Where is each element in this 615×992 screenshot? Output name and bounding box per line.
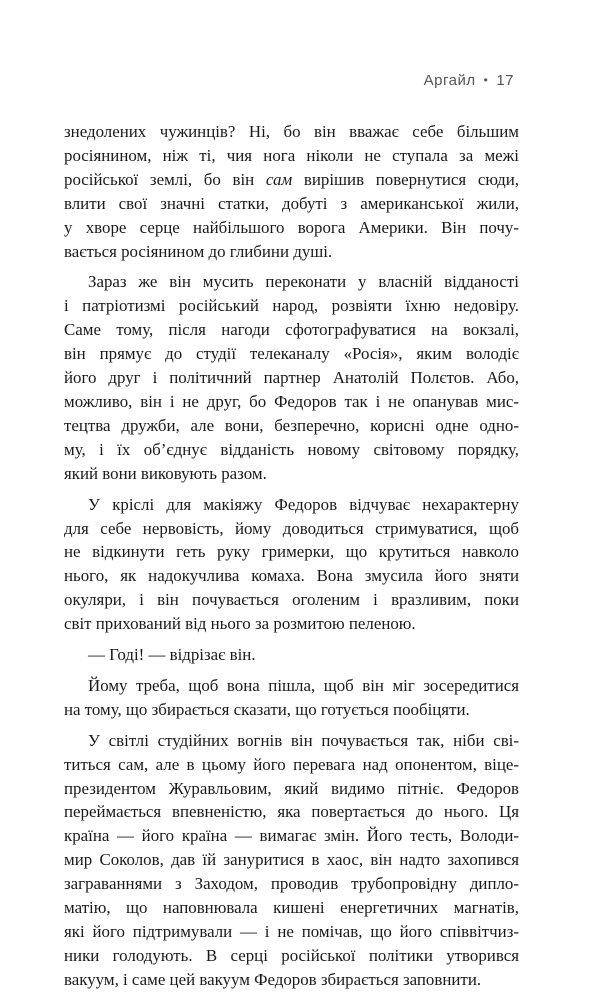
text-line-content: окуляри, і він почувається оголеним і вразливим, поки bbox=[64, 590, 519, 610]
text-line-content: країна — його країна — вимагає змін. Його тесть, Володи- bbox=[64, 826, 519, 846]
text-line-content: знедолених чужинців? Ні, бо він вважає себе більшим bbox=[64, 122, 519, 141]
text-line-content: на тому, що збирається сказати, що готується пообіцяти. bbox=[64, 699, 470, 719]
text-line-content: мир Соколов, дав їй зануритися в хаос, він надто захопився bbox=[64, 850, 519, 870]
text-line bbox=[64, 729, 519, 753]
text-line bbox=[64, 643, 519, 667]
text-line-content: вакуум, і саме цей вакуум Федоров збирається заповнити. bbox=[64, 969, 482, 989]
text-line-content: світ прихований від нього за розмитою пеленою. bbox=[64, 614, 416, 634]
text-line bbox=[64, 240, 519, 264]
text-line-content: для себе нервовість, йому доводиться стримуватися, щоб bbox=[64, 518, 519, 538]
text-line bbox=[64, 493, 519, 517]
text-line bbox=[64, 753, 519, 777]
text-line bbox=[64, 896, 519, 920]
text-line-content: переймається впевненістю, яка повертається до нього. Ця bbox=[64, 802, 519, 822]
text-line bbox=[64, 698, 519, 722]
running-head-separator: • bbox=[483, 73, 489, 87]
text-line bbox=[64, 216, 519, 240]
running-head bbox=[424, 72, 514, 89]
text-line bbox=[64, 390, 519, 414]
text-line-content: росіянином, ніж ті, чия нога ніколи не ступала за межі bbox=[64, 145, 519, 165]
text-line-content: і патріотизмі російський народ, розвіяти їхню недовіру. bbox=[64, 296, 519, 316]
text-line bbox=[64, 342, 519, 366]
text-line bbox=[64, 318, 519, 342]
page-number: 17 bbox=[496, 72, 514, 89]
text-line bbox=[64, 824, 519, 848]
text-line bbox=[64, 800, 519, 824]
text-line-content: які його підтримували — і не помічав, що його співвітчиз- bbox=[64, 922, 519, 941]
text-line bbox=[64, 192, 519, 216]
text-line-content: який вони виковують разом. bbox=[64, 463, 267, 483]
running-head-title: Аргайл bbox=[423, 72, 476, 89]
text-line-content: президентом Журавльовим, який видимо пітніє. Федоров bbox=[64, 778, 519, 798]
text-line bbox=[64, 968, 519, 992]
text-line-content: його друг і політичний партнер Анатолій Полєтов. Або, bbox=[64, 368, 519, 388]
text-line bbox=[64, 540, 519, 564]
text-line-content: Зараз же він мусить переконати у власній відданості bbox=[88, 272, 519, 292]
text-line bbox=[64, 944, 519, 968]
text-line bbox=[64, 872, 519, 896]
emphasis-word: сам bbox=[265, 169, 293, 189]
text-line bbox=[64, 848, 519, 872]
text-line-content: матію, що наповнювала кишені енергетичних магнатів, bbox=[64, 898, 519, 918]
text-line bbox=[64, 674, 519, 698]
text-line-content: У кріслі для макіяжу Федоров відчуває нехарактерну bbox=[88, 494, 519, 514]
text-line-content: вається росіянином до глибини душі. bbox=[64, 241, 333, 261]
text-line bbox=[64, 612, 519, 636]
text-line-content: російської землі, бо він bbox=[64, 169, 266, 189]
text-line-content: ники голодують. В серці російської політики утворився bbox=[64, 945, 519, 965]
text-line-content: загравaннями з Заходом, проводив трубопровідну дипло- bbox=[64, 874, 519, 894]
text-line-content: — Годі! — відрізає він. bbox=[88, 645, 256, 665]
text-line-content: вирішив повернутися сюди, bbox=[292, 169, 519, 189]
text-line-content: тецтва дружби, але вони, безперечно, корисні одне одно- bbox=[64, 415, 519, 435]
text-line bbox=[64, 588, 519, 612]
text-line bbox=[64, 120, 519, 144]
text-line bbox=[64, 294, 519, 318]
text-line bbox=[64, 462, 519, 486]
text-line-content: влити свої значні статки, добуті з американської жили, bbox=[64, 193, 519, 213]
text-line-content: не відкинути геть руку гримерки, що крутиться навколо bbox=[64, 542, 519, 562]
text-line-content: У світлі студійних вогнів він почувається так, ніби сві- bbox=[88, 730, 519, 750]
text-line-content: у хворе серце найбільшого ворога Америки. Він почу- bbox=[64, 217, 519, 237]
text-line bbox=[64, 777, 519, 801]
text-line bbox=[64, 270, 519, 294]
text-line bbox=[64, 414, 519, 438]
text-line-content: можливо, він і не друг, бо Федоров так і не опанував мис- bbox=[64, 391, 519, 411]
text-line bbox=[64, 920, 519, 944]
text-line-content: Йому треба, щоб вона пішла, щоб він міг зосередитися bbox=[88, 675, 519, 695]
text-line bbox=[64, 517, 519, 541]
text-line bbox=[64, 144, 519, 168]
text-line-content: му, і їх об’єднує відданість новому світовому порядку, bbox=[64, 439, 519, 459]
text-line bbox=[64, 438, 519, 462]
text-line bbox=[64, 168, 519, 192]
text-line-content: він прямує до студії телеканалу «Росія», яким володіє bbox=[64, 344, 519, 364]
body-text bbox=[64, 120, 519, 992]
text-line bbox=[64, 564, 519, 588]
text-line-content: титься сам, але в цьому його перевага над опонентом, віце- bbox=[64, 754, 519, 774]
text-line-content: Саме тому, після нагоди сфотографуватися на вокзалі, bbox=[64, 320, 519, 340]
text-line bbox=[64, 366, 519, 390]
text-line-content: нього, як надокучлива комаха. Вона змусила його зняти bbox=[64, 566, 519, 586]
